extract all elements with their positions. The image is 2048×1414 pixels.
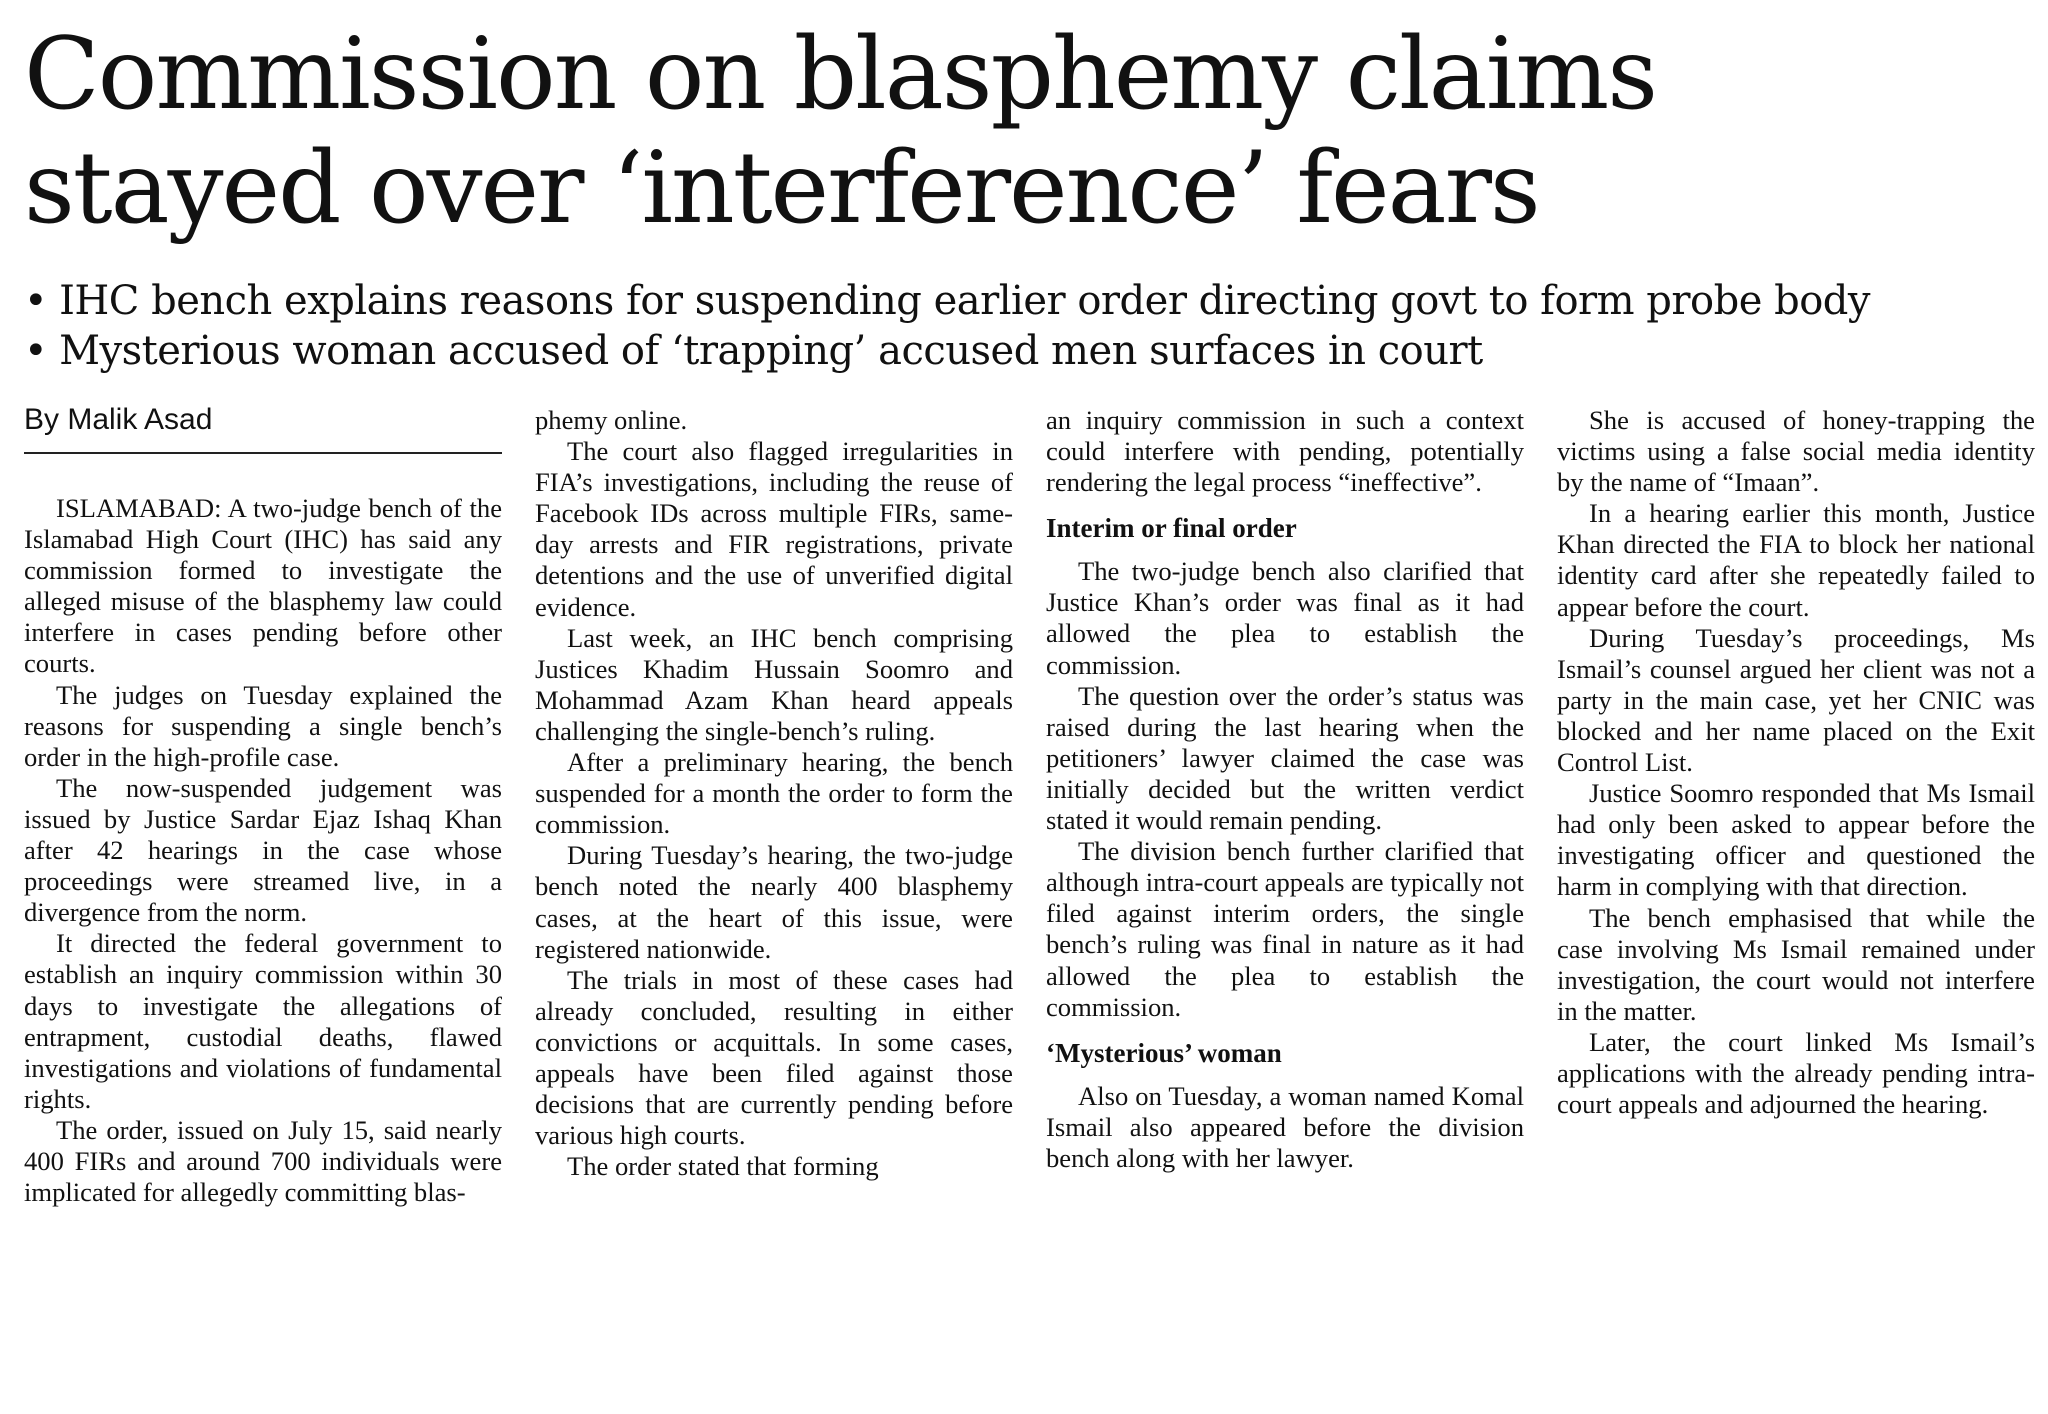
paragraph: phemy online. <box>535 405 688 435</box>
paragraph: She is accused of honey-trapping the victims using a false social media identity by the name of “Imaan”. <box>1557 405 2035 498</box>
paragraph: Also on Tuesday, a woman named Komal Ismail also appeared before the division bench along with her lawyer. <box>1046 1080 1524 1173</box>
byline: By Malik Asad <box>24 400 502 454</box>
article-column-2 <box>535 405 1013 1182</box>
paragraph: The question over the order’s status was raised during the last hearing when the petitioners’ lawyer claimed the case was initially decided but the written verdict stated it would remain pending. <box>1046 680 1524 836</box>
paragraph: The order, issued on July 15, said nearly 400 FIRs and around 700 individuals were implicated for allegedly committing blas- <box>24 1114 502 1208</box>
bullet-icon: • <box>24 278 48 324</box>
deck-1 <box>24 276 2034 326</box>
paragraph: The now-suspended judgement was issued by Justice Sardar Ejaz Ishaq Khan after 42 hearings in the case whose proceedings were streamed live, in a divergence from the norm. <box>24 772 502 928</box>
paragraph: The bench emphasised that while the case involving Ms Ismail remained under investigation, the court would not interfere in the matter. <box>1557 902 2035 1026</box>
paragraph: During Tuesday’s proceedings, Ms Ismail’s counsel argued her client was not a party in the main case, yet her CNIC was blocked and her name placed on the Exit Control List. <box>1557 622 2035 778</box>
headline-line-2: stayed over ‘interference’ fears <box>24 131 1539 246</box>
paragraph: Justice Soomro responded that Ms Ismail had only been asked to appear before the investigating officer and questioned the harm in complying with that direction. <box>1557 778 2035 902</box>
article-column-1 <box>24 493 502 1208</box>
deck-text: IHC bench explains reasons for suspending earlier order directing govt to form probe body <box>59 278 1870 324</box>
subheadline-decks <box>24 276 2034 376</box>
headline-line-1: Commission on blasphemy claims <box>24 17 1657 132</box>
paragraph: an inquiry commission in such a context could interfere with pending, potentially rendering the legal process “ineffective”. <box>1046 405 1524 498</box>
paragraph: It directed the federal government to establish an inquiry commission within 30 days to investigate the allegations of entrapment, custodial deaths, flawed investigations and violations of fundamental rights. <box>24 928 502 1114</box>
headline <box>24 18 2024 246</box>
paragraph: The trials in most of these cases had already concluded, resulting in either convictions or acquittals. In some cases, appeals have been filed against those decisions that are currently pending before various high courts. <box>535 964 1013 1151</box>
deck-text: Mysterious woman accused of ‘trapping’ accused men surfaces in court <box>59 328 1483 374</box>
paragraph: After a preliminary hearing, the bench suspended for a month the order to form the commission. <box>535 747 1013 840</box>
paragraph: The judges on Tuesday explained the reasons for suspending a single bench’s order in the high-profile case. <box>24 679 502 772</box>
paragraph: The division bench further clarified that although intra-court appeals are typically not filed against interim orders, the single bench’s ruling was final in nature as it had allowed the plea to establish the commission. <box>1046 836 1524 1022</box>
deck-2 <box>24 326 2034 376</box>
paragraph: The court also flagged irregularities in FIA’s investigations, including the reuse of Facebook IDs across multiple FIRs, same-day arrests and FIR registrations, private detentions and the use of unverified digital evidence. <box>535 436 1013 622</box>
paragraph: The two-judge bench also clarified that Justice Khan’s order was final as it had allowed the plea to establish the commission. <box>1046 556 1524 680</box>
article-column-3 <box>1046 405 1524 1174</box>
paragraph: Later, the court linked Ms Ismail’s applications with the already pending intra-court appeals and adjourned the hearing. <box>1557 1026 2035 1120</box>
paragraph: The order stated that forming <box>567 1151 879 1182</box>
paragraph: ISLAMABAD: A two-judge bench of the Islamabad High Court (IHC) has said any commission formed to investigate the alleged misuse of the blasphemy law could interfere in cases pending before other courts. <box>24 493 502 679</box>
section-heading-mysterious-woman: ‘Mysterious’ woman <box>1046 1037 1282 1068</box>
bullet-icon: • <box>24 328 48 374</box>
section-heading-interim-or-final-order: Interim or final order <box>1046 513 1297 544</box>
paragraph: In a hearing earlier this month, Justice Khan directed the FIA to block her national identity card after she repeatedly failed to appear before the court. <box>1557 498 2035 622</box>
article-column-4 <box>1557 405 2035 1120</box>
paragraph: During Tuesday’s hearing, the two-judge bench noted the nearly 400 blasphemy cases, at the heart of this issue, were registered nationwide. <box>535 840 1013 964</box>
paragraph: Last week, an IHC bench comprising Justices Khadim Hussain Soomro and Mohammad Azam Khan heard appeals challenging the single-bench’s ruling. <box>535 622 1013 746</box>
